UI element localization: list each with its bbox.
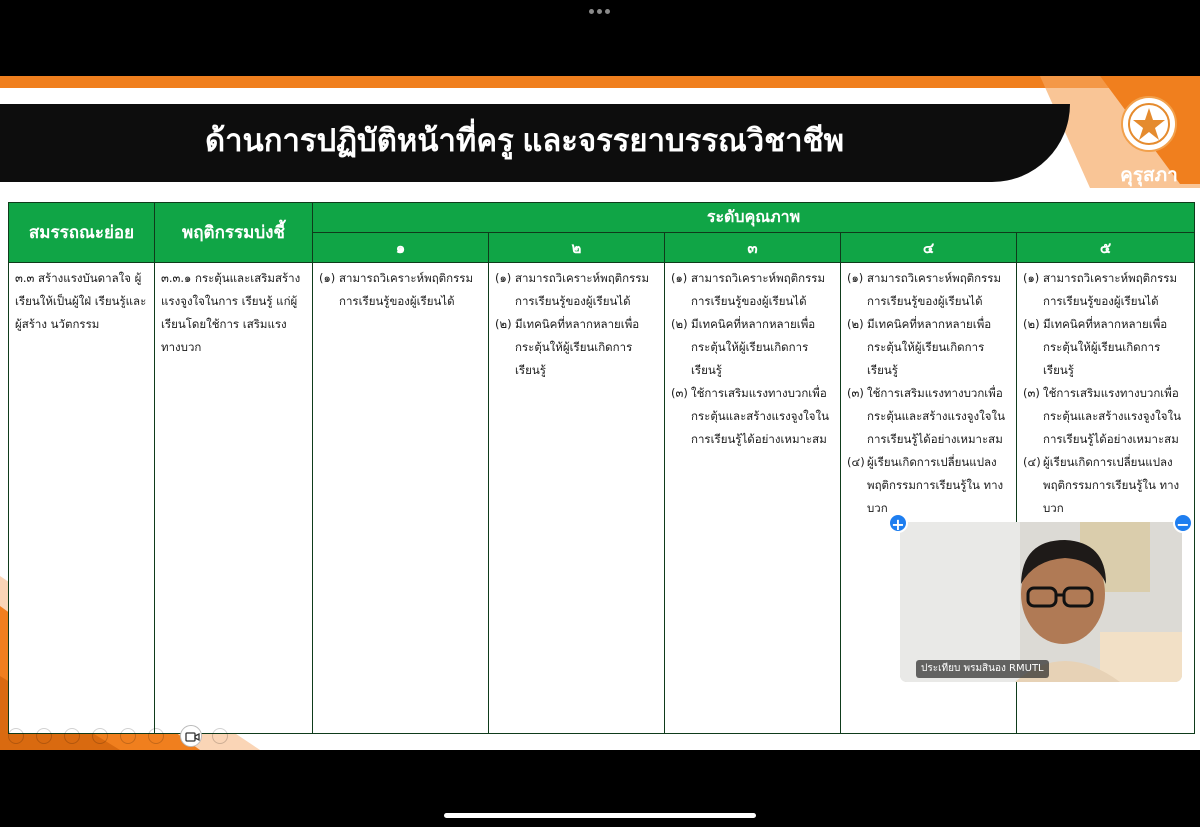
more-options-icon[interactable] bbox=[588, 8, 612, 16]
participant-avatar bbox=[900, 522, 1182, 682]
indicator-cell: ๓.๓.๑ กระตุ้นและเสริมสร้าง แรงจูงใจในการ เรียนรู้ แก่ผู้เรียนโดยใช้การ เสริมแรงทางบวก bbox=[155, 263, 313, 734]
emblem-icon bbox=[1121, 96, 1177, 152]
header-level-3: ๓ bbox=[665, 233, 841, 263]
criterion-text: มีเทคนิคที่หลากหลายเพื่อ กระตุ้นให้ผู้เรียนเกิดการ เรียนรู้ bbox=[1043, 317, 1168, 377]
top-bar bbox=[0, 0, 1200, 76]
criterion-number: (๔) bbox=[847, 455, 865, 469]
logo-text: คุรุสภา bbox=[1120, 165, 1178, 186]
criterion-text: ผู้เรียนเกิดการเปลี่ยนแปลง พฤติกรรมการเรียนรู้ใน ทางบวก bbox=[867, 455, 1004, 515]
criterion-text: สามารถวิเคราะห์พฤติกรรม การเรียนรู้ของผู้เรียนได้ bbox=[1043, 271, 1178, 308]
criterion-number: (๒) bbox=[1023, 317, 1040, 331]
participant-name: ประเทียบ พรมสินอง RMUTL bbox=[916, 660, 1049, 678]
criterion-number: (๒) bbox=[495, 317, 512, 331]
criterion-item bbox=[671, 313, 834, 382]
criterion-text: มีเทคนิคที่หลากหลายเพื่อ กระตุ้นให้ผู้เรียนเกิดการ เรียนรู้ bbox=[515, 317, 640, 377]
criterion-item bbox=[1023, 313, 1188, 382]
header-level-2: ๒ bbox=[489, 233, 665, 263]
home-indicator[interactable] bbox=[444, 813, 756, 818]
prev-slide-icon[interactable] bbox=[8, 728, 24, 744]
criterion-text: ผู้เรียนเกิดการเปลี่ยนแปลง พฤติกรรมการเรียนรู้ใน ทางบวก bbox=[1043, 455, 1180, 515]
header-indicator: พฤติกรรมบ่งชี้ bbox=[155, 203, 313, 263]
criterion-text: มีเทคนิคที่หลากหลายเพื่อ กระตุ้นให้ผู้เรียนเกิดการ เรียนรู้ bbox=[867, 317, 992, 377]
criterion-text: สามารถวิเคราะห์พฤติกรรม การเรียนรู้ของผู้เรียนได้ bbox=[691, 271, 826, 308]
video-camera-icon[interactable] bbox=[180, 725, 202, 747]
criterion-text: มีเทคนิคที่หลากหลายเพื่อ กระตุ้นให้ผู้เรียนเกิดการ เรียนรู้ bbox=[691, 317, 816, 377]
header-level-4: ๔ bbox=[841, 233, 1017, 263]
criterion-text: ใช้การเสริมแรงทางบวกเพื่อ กระตุ้นและสร้างแรงจูงใจใน การเรียนรู้ได้อย่างเหมาะสม bbox=[691, 386, 829, 446]
pointer-icon[interactable] bbox=[120, 728, 136, 744]
criterion-text: ใช้การเสริมแรงทางบวกเพื่อ กระตุ้นและสร้างแรงจูงใจใน การเรียนรู้ได้อย่างเหมาะสม bbox=[1043, 386, 1181, 446]
criterion-number: (๒) bbox=[671, 317, 688, 331]
slide-title: ด้านการปฏิบัติหน้าที่ครู และจรรยาบรรณวิชาชีพ bbox=[205, 123, 845, 158]
criterion-number: (๓) bbox=[671, 386, 688, 400]
criterion-item bbox=[671, 267, 834, 313]
criterion-text: สามารถวิเคราะห์พฤติกรรม การเรียนรู้ของผู้เรียนได้ bbox=[339, 271, 474, 308]
kurusapha-logo bbox=[1116, 96, 1182, 186]
criterion-number: (๑) bbox=[495, 271, 512, 285]
options-icon[interactable] bbox=[212, 728, 228, 744]
more-icon[interactable] bbox=[148, 728, 164, 744]
criterion-item bbox=[495, 313, 658, 382]
header-quality-level: ระดับคุณภาพ bbox=[313, 203, 1195, 233]
header-level-5: ๕ bbox=[1017, 233, 1195, 263]
expand-video-button[interactable]: + bbox=[888, 513, 908, 533]
level-2-cell bbox=[489, 263, 665, 734]
header-level-1: ๑ bbox=[313, 233, 489, 263]
criterion-text: สามารถวิเคราะห์พฤติกรรม การเรียนรู้ของผู้เรียนได้ bbox=[515, 271, 650, 308]
criterion-number: (๑) bbox=[319, 271, 336, 285]
next-slide-icon[interactable] bbox=[36, 728, 52, 744]
criterion-text: สามารถวิเคราะห์พฤติกรรม การเรียนรู้ของผู้เรียนได้ bbox=[867, 271, 1002, 308]
criterion-number: (๒) bbox=[847, 317, 864, 331]
criterion-number: (๑) bbox=[671, 271, 688, 285]
criterion-item bbox=[1023, 267, 1188, 313]
criterion-item bbox=[847, 313, 1010, 382]
criterion-item bbox=[319, 267, 482, 313]
criterion-number: (๑) bbox=[847, 271, 864, 285]
criterion-item bbox=[495, 267, 658, 313]
criterion-number: (๓) bbox=[847, 386, 864, 400]
criterion-number: (๓) bbox=[1023, 386, 1040, 400]
criterion-text: ใช้การเสริมแรงทางบวกเพื่อ กระตุ้นและสร้างแรงจูงใจใน การเรียนรู้ได้อย่างเหมาะสม bbox=[867, 386, 1005, 446]
slides-grid-icon[interactable] bbox=[92, 728, 108, 744]
video-pip[interactable] bbox=[888, 515, 1190, 684]
criterion-number: (๑) bbox=[1023, 271, 1040, 285]
criterion-item bbox=[1023, 382, 1188, 451]
presentation-toolbar bbox=[8, 726, 238, 746]
header-subcompetency: สมรรถณะย่อย bbox=[9, 203, 155, 263]
participant-video[interactable] bbox=[900, 522, 1182, 682]
level-3-cell bbox=[665, 263, 841, 734]
level-1-cell bbox=[313, 263, 489, 734]
pen-icon[interactable] bbox=[64, 728, 80, 744]
criterion-number: (๔) bbox=[1023, 455, 1041, 469]
minimize-video-button[interactable]: − bbox=[1173, 513, 1193, 533]
criterion-item bbox=[847, 267, 1010, 313]
criterion-item bbox=[847, 451, 1010, 520]
criterion-item bbox=[1023, 451, 1188, 520]
subcompetency-cell: ๓.๓ สร้างแรงบันดาลใจ ผู้เรียนให้เป็นผู้ใฝ่ เรียนรู้และผู้สร้าง นวัตกรรม bbox=[9, 263, 155, 734]
criterion-item bbox=[847, 382, 1010, 451]
criterion-item bbox=[671, 382, 834, 451]
